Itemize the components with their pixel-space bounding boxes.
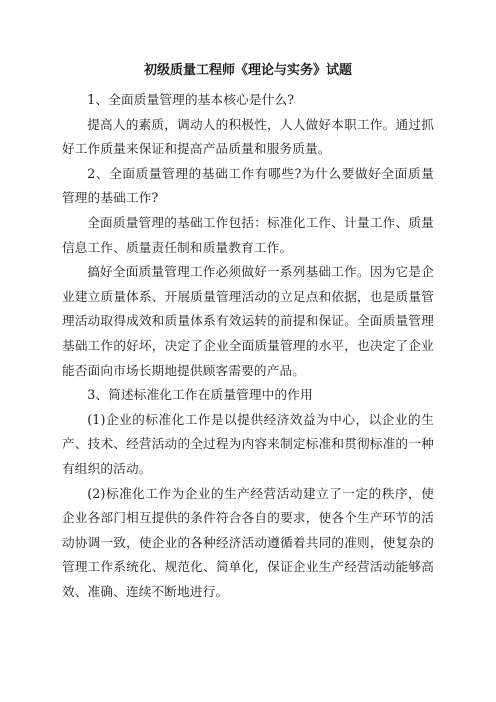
answer-3-point-1: (1)企业的标准化工作是以提供经济效益为中心，以企业的生产、技术、经营活动的全过程为内容来制定标准和贯彻标准的一种有组织的活动。 bbox=[62, 411, 434, 476]
document-title: 初级质量工程师《理论与实务》试题 bbox=[143, 63, 352, 78]
question-3: 3、简述标准化工作在质量管理中的作用 bbox=[87, 387, 313, 403]
question-1: 1、全面质量管理的基本核心是什么? bbox=[87, 92, 295, 107]
answer-3-point-2: (2)标准化工作为企业的生产经营活动建立了一定的秩序，使企业各部门相互提供的条件符合各自的要求，使各个生产环节的活动协调一致，使企业的各种经济活动遵循着共同的准则，使复杂的管理工作系统化、规范化、简单化，保证企业生产经营活动能够高效、准确、连续不断地进行。 bbox=[62, 485, 434, 599]
document-body bbox=[62, 88, 434, 604]
answer-2-part-1: 全面质量管理的基础工作包括：标准化工作、计量工作、质量信息工作、质量责任制和质量教育工作。 bbox=[62, 214, 434, 255]
answer-2-part-2: 搞好全面质量管理工作必须做好一系列基础工作。因为它是企业建立质量体系、开展质量管理活动的立足点和依据，也是质量管理活动取得成效和质量体系有效运转的前提和保证。全面质量管理基础工作的好坏，决定了企业全面质量管理的水平，也决定了企业能否面向市场长期地提供顾客需要的产品。 bbox=[62, 264, 434, 378]
question-2: 2、全面质量管理的基础工作有哪些?为什么要做好全面质量管理的基础工作? bbox=[62, 165, 434, 206]
answer-1: 提高人的素质，调动人的积极性，人人做好本职工作。通过抓好工作质量来保证和提高产品质量和服务质量。 bbox=[62, 116, 434, 157]
